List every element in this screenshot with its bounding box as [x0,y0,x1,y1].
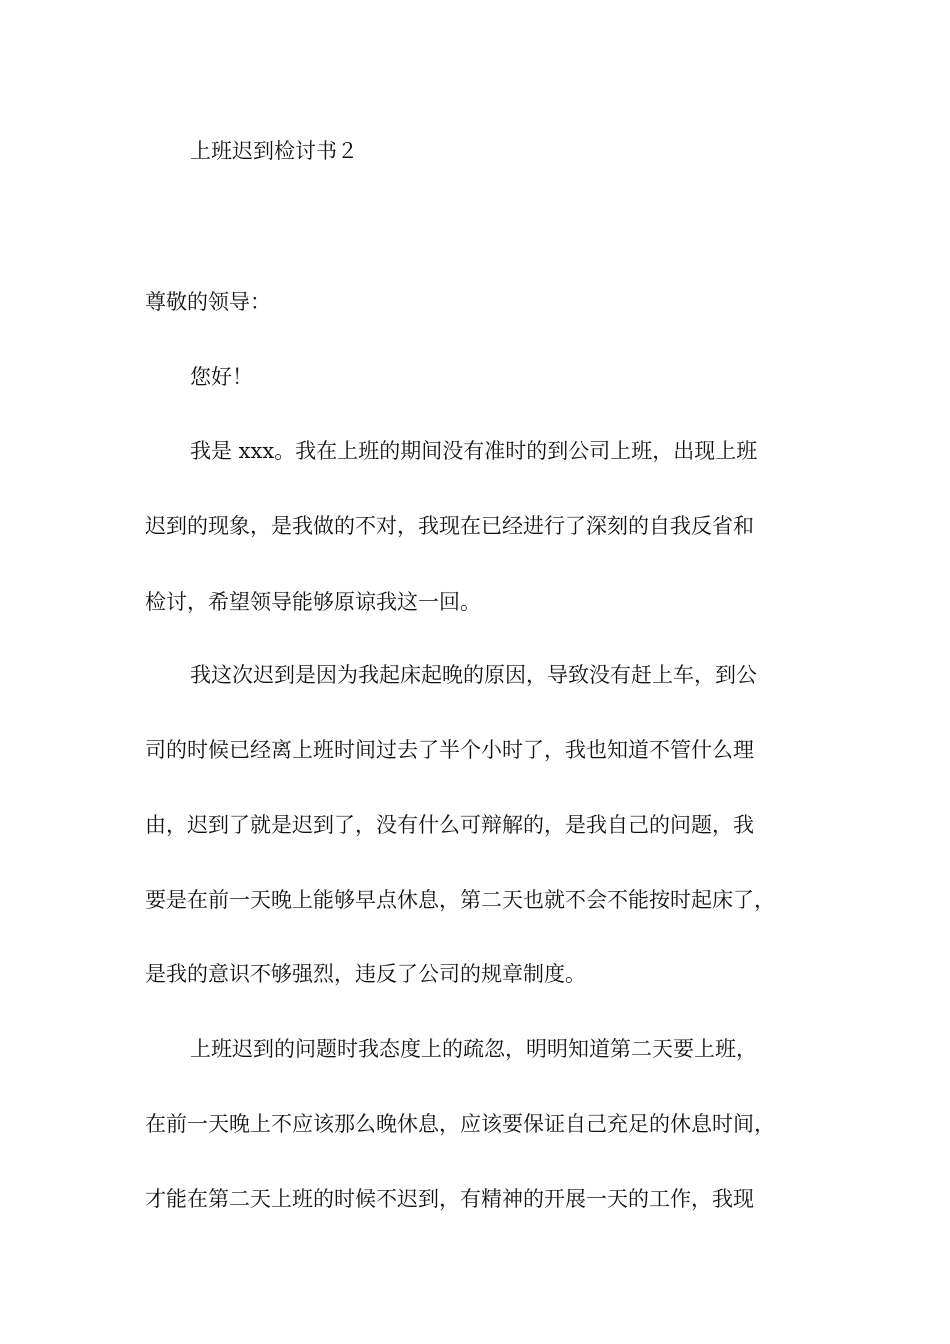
body-line: 在前一天晚上不应该那么晚休息，应该要保证自己充足的休息时间， [145,1112,775,1136]
body-line: 司的时候已经离上班时间过去了半个小时了，我也知道不管什么理 [145,738,754,762]
document-title: 上班迟到检讨书２ [190,139,358,163]
body-line: 要是在前一天晚上能够早点休息，第二天也就不会不能按时起床了， [145,888,775,912]
greeting: 您好！ [190,365,253,389]
body-line: 迟到的现象，是我做的不对，我现在已经进行了深刻的自我反省和 [145,514,754,538]
body-line: 我是 xxx。我在上班的期间没有准时的到公司上班，出现上班 [190,439,758,463]
body-line: 检讨，希望领导能够原谅我这一回。 [145,590,481,614]
body-line: 才能在第二天上班的时候不迟到，有精神的开展一天的工作，我现 [145,1187,754,1211]
body-line: 上班迟到的问题时我态度上的疏忽，明明知道第二天要上班， [190,1037,757,1061]
body-line: 是我的意识不够强烈，违反了公司的规章制度。 [145,962,586,986]
salutation: 尊敬的领导： [145,290,271,314]
body-line: 由，迟到了就是迟到了，没有什么可辩解的，是我自己的问题，我 [145,813,754,837]
body-line: 我这次迟到是因为我起床起晚的原因，导致没有赶上车，到公 [190,663,757,687]
